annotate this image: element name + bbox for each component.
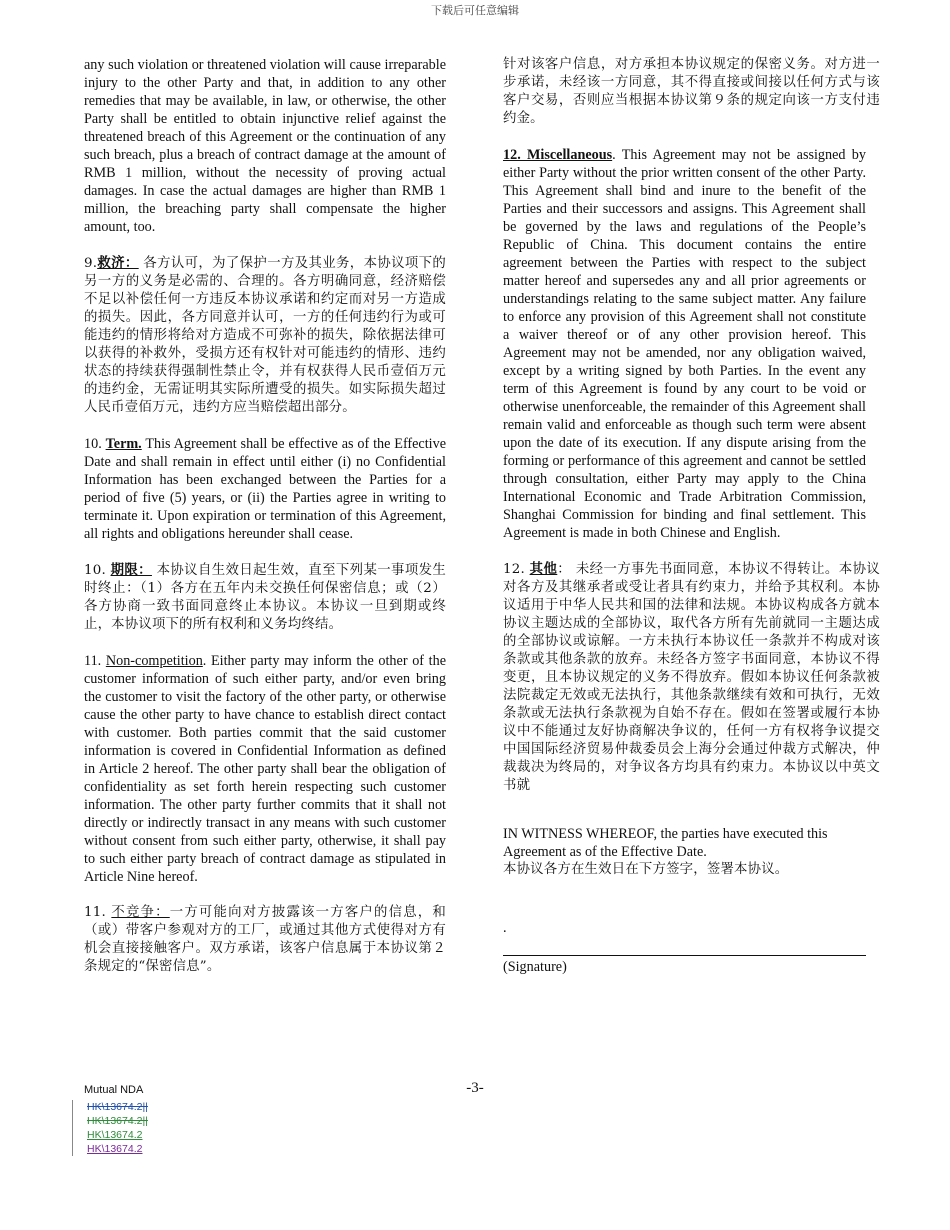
section-body: . Either party may inform the other of the customer information of such either party, and/or even bring the customer to visit the factory of the other party, or otherwise cause the other party to have chance to establish direct contact with customer. Both parties commit that the said customer information is covered in Confidential Information as defined in Article 2 hereof. The other party shall bear the obligation of confidentiality as set forth herein respecting such customer information. The other party further commits that it shall not directly or indirectly transact in any means with such customer without consent from such either party, otherwise, it shall pay to such either party breach of contract damage as stipulated in Article Nine hereof. xyxy=(84,653,446,885)
witness-statement-en: IN WITNESS WHEREOF, the parties have executed this Agreement as of the Effective Date. xyxy=(503,826,828,860)
revision-references xyxy=(72,1100,148,1156)
section-title: Term. xyxy=(105,436,142,452)
document-name: Mutual NDA xyxy=(84,1084,144,1096)
section-11-noncompetition-zh xyxy=(84,904,446,976)
paragraph-remedies-en: any such violation or threatened violation will cause irreparable injury to the other Party and that, in addition to any other remedies that may be available, in law, or otherwise, the other Party shall be entitled to obtain injunctive relief against the threatened breach of this Agreement or the continuation of any such breach, plus a breach of contract damage at the amount of RMB 1 million, without the necessity of proving actual damages. In case the actual damages are higher than RMB 1 million, the breaching party shall compensate the higher amount, too. xyxy=(84,57,446,235)
section-11-noncompetition-en xyxy=(84,652,446,886)
section-12-miscellaneous-en xyxy=(503,146,866,542)
left-column xyxy=(84,56,446,994)
paragraph-customer-info-zh: 针对该客户信息，对方承担本协议规定的保密义务。对方进一步承诺，未经该一方同意，其不得直接或间接以任何方式与该客户交易，否则应当根据本协议第９条的规定向该一方支付违约金。 xyxy=(503,57,880,126)
section-title: 救济： xyxy=(97,255,139,271)
section-title: 期限： xyxy=(110,562,152,578)
signature-line xyxy=(503,955,866,956)
section-body: . This Agreement may not be assigned by either Party without the prior written consent of the other Party. This Agreement shall bind and inure to the benefit of the Parties and their successors and assigns. This Agreement shall be governed by the laws and regulations of the People’s Republic of China. This document contains the entire agreement between the Parties with respect to the subject matter hereof and supersedes any and all prior agreements or understandings relating to the same subject matter. Any failure to enforce any provision of this Agreement shall not constitute a waiver thereof or of any other provision hereof. This Agreement may not be amended, nor any obligation waived, except by a writing signed by both Parties. In the event any term of this Agreement is found by any court to be void or otherwise unenforceable, the remainder of this Agreement shall remain valid and enforceable as though such term were absent upon the date of its execution. If any dispute arising from the forming or performance of this agreement and cannot be settled through consultation, either Party may apply to the China International Economic and Trade Arbitration Commission, Shanghai Commission for binding and final settlement. This Agreement is made in both Chinese and English. xyxy=(503,147,866,541)
section-body: 一方可能向对方披露该一方客户的信息，和（或）带客户参观对方的工厂，或通过其他方式使得对方有机会直接接触客户。双方承诺，该客户信息属于本协议第２条规定的“保密信息”。 xyxy=(84,905,446,974)
section-10-term-en xyxy=(84,435,446,543)
section-title: 其他 xyxy=(529,561,558,577)
section-number: 12. xyxy=(503,562,530,577)
section-body: 本协议自生效日起生效，直至下列某一事项发生时终止：（1）各方在五年内未交换任何保密信息；或（2）各方协商一致书面同意终止本协议。本协议一旦到期或终止，本协议项下的所有权利和义务均终结。 xyxy=(84,563,446,632)
section-number: 9. xyxy=(84,256,98,271)
section-body: 各方认可，为了保护一方及其业务，本协议项下的另一方的义务是必需的、合理的。各方明确同意，经济赔偿不足以补偿任何一方违反本协议承诺和约定而对另一方造成的损失。因此，各方同意并认可，一方的任何违约行为或可能违约的情形将给对方造成不可弥补的损失，除依据法律可以获得的补救外，受损方还有权针对可能违约的情形、违约状态的持续获得强制性禁止令，并有权获得人民币壹佰万元的违约金，无需证明其实际所遭受的损失。如实际损失超过人民币壹佰万元，违约方应当赔偿超出部分。 xyxy=(84,256,446,415)
section-10-term-zh xyxy=(84,561,446,634)
section-number: 10. xyxy=(84,563,111,578)
doc-ref-inserted: HK\13674.2 xyxy=(87,1143,143,1155)
section-title: 12. Miscellaneous xyxy=(503,147,613,163)
download-note: 下载后可任意编辑 xyxy=(431,4,519,17)
section-number: 11. xyxy=(84,905,112,920)
doc-ref-inserted: HK\13674.2 xyxy=(87,1129,143,1141)
witness-statement-zh: 本协议各方在生效日在下方签字，签署本协议。 xyxy=(503,862,789,877)
page-number: -3- xyxy=(466,1080,484,1096)
doc-ref-deleted: HK\13674.2|| xyxy=(87,1101,148,1113)
signature-label: (Signature) xyxy=(503,959,567,975)
signature-dot: . xyxy=(503,920,507,936)
section-12-miscellaneous-zh xyxy=(503,560,880,795)
section-body: ： 未经一方事先书面同意，本协议不得转让。本协议对各方及其继承者或受让者具有约束力，并给予其权利。本协议适用于中华人民共和国的法律和法规。本协议构成各方就本协议主题达成的全部协议，取代各方所有先前就同一主题达成的全部协议或谅解。一方未执行本协议任一条款并不构成对该条款或其他条款的放弃。未经各方签字书面同意，本协议不得变更，且本协议规定的义务不得放弃。假如本协议任何条款被法院裁定无效或无法执行，其他条款继续有效和可执行，无效条款或无法执行条款视为自始不存在。假如在签署或履行本协议中不能通过友好协商解决争议的，任何一方有权将争议提交中国国际经济贸易仲裁委员会上海分会通过仲裁方式解决，仲裁裁决为终局的，对争议各方均具有约束力。本协议以中英文书就 xyxy=(503,562,881,793)
doc-ref-deleted: HK\13674.2|| xyxy=(87,1115,148,1127)
right-column xyxy=(503,56,881,976)
section-number: 10. xyxy=(84,436,106,452)
section-body: This Agreement shall be effective as of the Effective Date and shall remain in effect until either (i) no Confidential Information has been exchanged between the Parties for a period of five (5) years, or (ii) the Parties agree in writing to terminate it. Upon expiration or termination of this Agreement, all rights and obligations hereunder shall cease. xyxy=(84,436,447,542)
section-title: Non-competition xyxy=(105,653,203,669)
section-9-remedies-zh xyxy=(84,254,446,417)
section-title: 不竞争： xyxy=(111,905,170,920)
section-number: 11. xyxy=(84,653,106,669)
